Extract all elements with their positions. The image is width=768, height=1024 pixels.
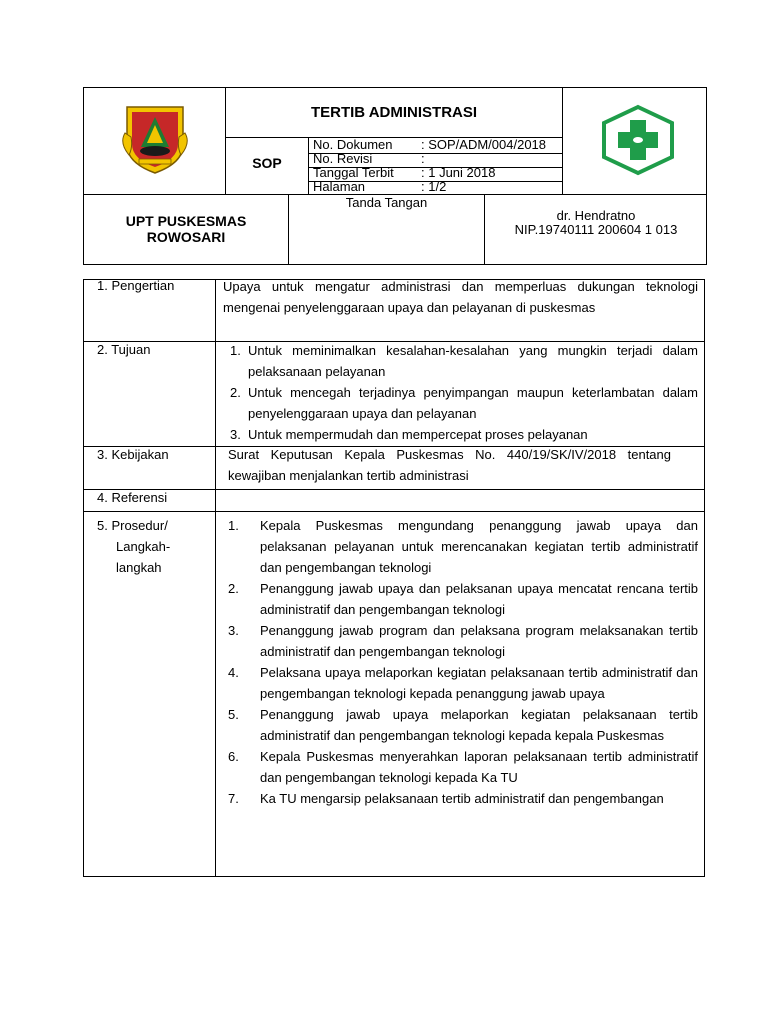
label-line: langkah xyxy=(116,560,162,575)
row-label-prosedur xyxy=(97,515,212,578)
list-number: 5. xyxy=(228,707,239,722)
org-name xyxy=(84,213,288,245)
list-number: 2. xyxy=(230,385,241,400)
list-number: 4. xyxy=(228,665,239,680)
divider xyxy=(83,511,705,512)
divider xyxy=(215,279,216,877)
list-number: 3. xyxy=(228,623,239,638)
info-row-halaman xyxy=(308,180,562,195)
list-number: 2. xyxy=(228,581,239,596)
list-item xyxy=(228,515,698,578)
info-key: Halaman xyxy=(313,179,366,194)
signature-label: Tanda Tangan xyxy=(345,195,428,210)
row-label-referensi: 4. Referensi xyxy=(97,490,168,505)
kebijakan-text: Surat Keputusan Kepala Puskesmas No. 440/19/SK/IV/2018 tentang kewajiban menjalankan tertib administrasi xyxy=(228,447,671,483)
regency-crest-icon xyxy=(121,103,189,175)
list-number: 1. xyxy=(230,343,241,358)
list-item xyxy=(228,578,698,620)
org-name-line2: ROWOSARI xyxy=(146,229,226,245)
list-text: Untuk mencegah terjadinya penyimpangan maupun keterlambatan dalam penyelenggaraan upaya dan pelayanan xyxy=(248,385,698,421)
list-item xyxy=(230,424,698,445)
info-value: : 1/2 xyxy=(421,179,447,194)
puskesmas-logo xyxy=(598,103,678,177)
list-text: Penanggung jawab program dan pelaksana program melaksanakan tertib administratif dan pengembangan teknologi xyxy=(260,623,698,659)
divider xyxy=(562,87,563,194)
label-line: 5. Prosedur/ xyxy=(97,518,168,533)
info-value: : SOP/ADM/004/2018 xyxy=(421,137,547,152)
list-number: 1. xyxy=(228,518,239,533)
list-item xyxy=(228,662,698,704)
info-value: : 1 Juni 2018 xyxy=(421,165,496,180)
document-title: TERTIB ADMINISTRASI xyxy=(310,104,478,121)
list-text: Ka TU mengarsip pelaksanaan tertib administratif dan pengembangan xyxy=(260,791,664,806)
signer-name: dr. Hendratno xyxy=(556,208,636,223)
signer-nip: NIP.19740111 200604 1 013 xyxy=(514,222,678,237)
row-label-pengertian: 1. Pengertian xyxy=(97,278,175,293)
list-item xyxy=(228,746,698,788)
list-text: Penanggung jawab upaya melaporkan kegiatan pelaksanaan tertib administratif dan pengembangan teknologi kepada kepala Puskesmas xyxy=(260,707,698,743)
list-item xyxy=(228,788,698,809)
list-item xyxy=(228,620,698,662)
list-item xyxy=(228,704,698,746)
doc-type-label: SOP xyxy=(252,155,282,171)
list-text: Untuk mempermudah dan mempercepat proses pelayanan xyxy=(248,427,588,442)
list-number: 7. xyxy=(228,791,239,806)
list-text: Untuk meminimalkan kesalahan-kesalahan yang mungkin terjadi dalam pelaksanaan pelayanan xyxy=(248,343,698,379)
row-label-tujuan: 2. Tujuan xyxy=(97,342,151,357)
list-text: Pelaksana upaya melaporkan kegiatan pelaksanaan tertib administratif dan pengembangan teknologi kepada penanggung jawab upaya xyxy=(260,665,698,701)
info-key: Tanggal Terbit xyxy=(313,165,394,180)
regency-crest-logo xyxy=(121,103,189,175)
row-label-kebijakan: 3. Kebijakan xyxy=(97,447,169,462)
list-item xyxy=(230,340,698,382)
prosedur-list xyxy=(228,515,698,809)
info-value: : xyxy=(421,151,425,166)
org-name-line1: UPT PUSKESMAS xyxy=(125,213,247,229)
list-text: Penanggung jawab upaya dan pelaksanan upaya mencatat rencana tertib administratif dan pengembangan teknologi xyxy=(260,581,698,617)
tujuan-list xyxy=(230,340,698,445)
list-item xyxy=(230,382,698,424)
puskesmas-cross-icon xyxy=(598,103,678,177)
label-line: Langkah- xyxy=(116,539,171,554)
pengertian-text: Upaya untuk mengatur administrasi dan memperluas dukungan teknologi mengenai penyelenggaraan upaya dan pelayanan di puskesmas xyxy=(223,279,698,315)
info-key: No. Dokumen xyxy=(313,137,393,152)
list-text: Kepala Puskesmas mengundang penanggung jawab upaya dan pelaksanan pelayanan untuk merencanakan kegiatan tertib administratif dan pengembangan teknologi xyxy=(260,518,698,575)
info-key: No. Revisi xyxy=(313,151,373,166)
list-text: Kepala Puskesmas menyerahkan laporan pelaksanaan tertib administratif dan pengembangan teknologi kepada Ka TU xyxy=(260,749,698,785)
list-number: 6. xyxy=(228,749,239,764)
list-number: 3. xyxy=(230,427,241,442)
